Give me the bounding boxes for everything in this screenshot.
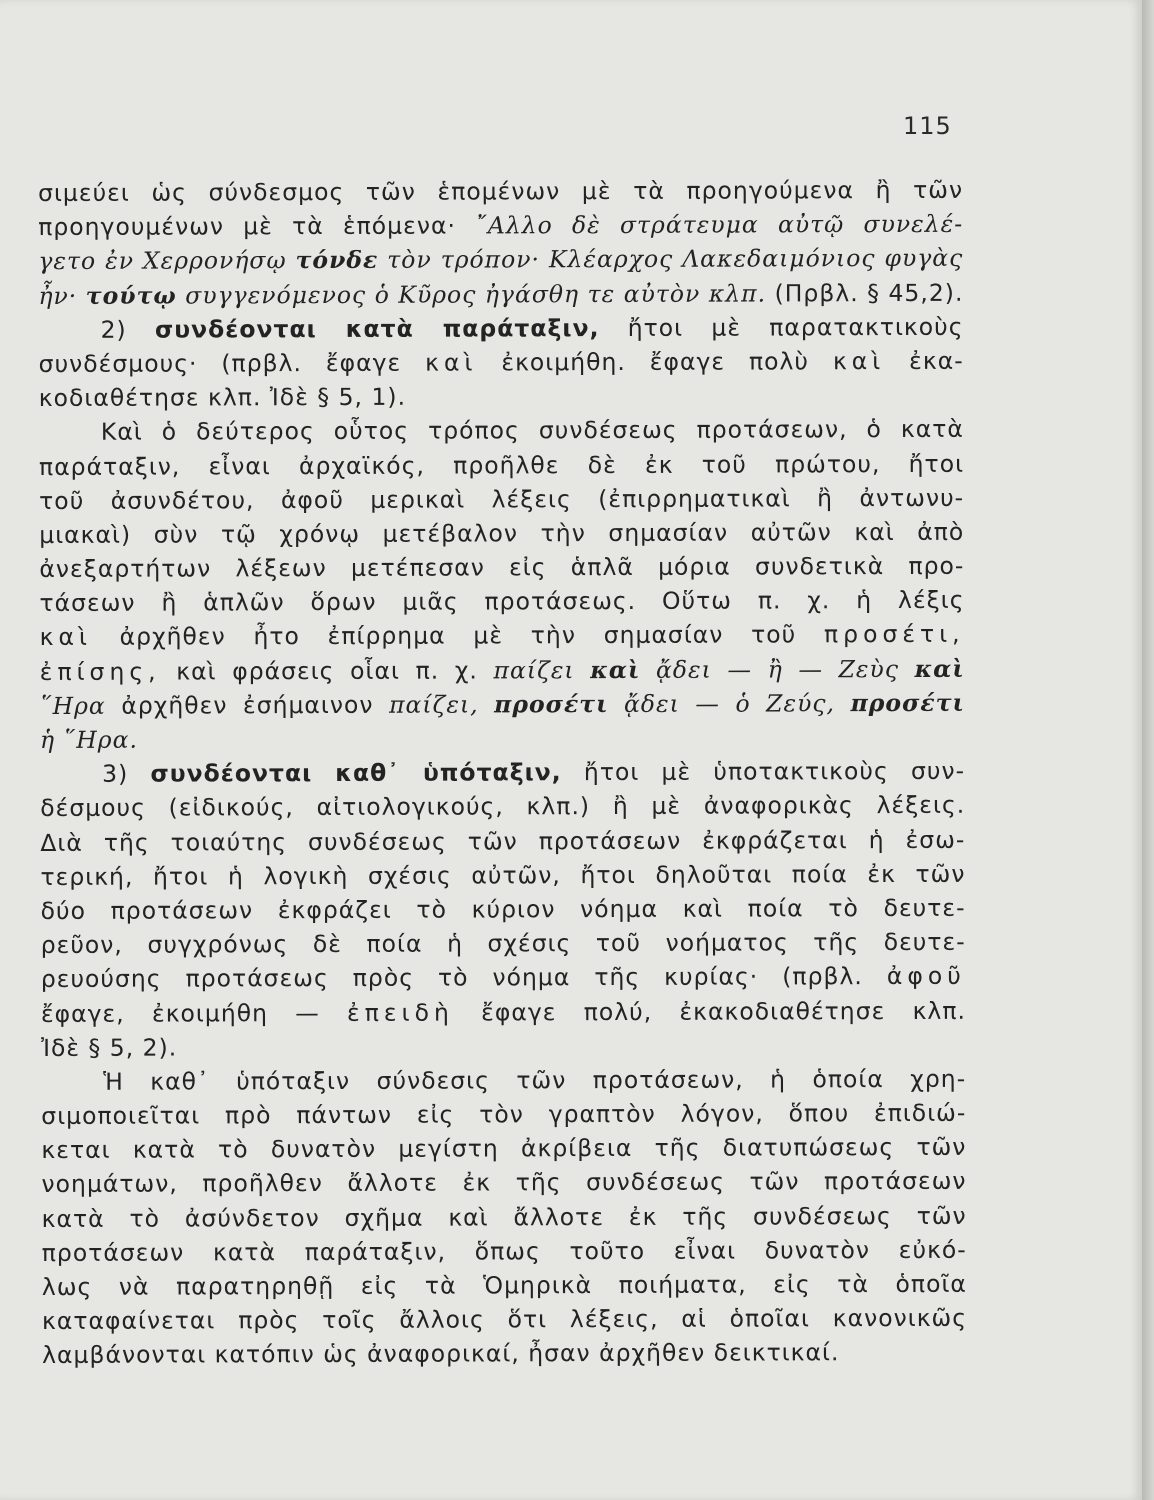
text-line <box>40 651 965 688</box>
text-segment: ᾄδει — ὁ Ζεύς, <box>608 688 851 718</box>
text-segment: ἐπίσης, <box>39 657 161 686</box>
text-line <box>42 1301 967 1338</box>
text-segment: 3) <box>102 759 151 788</box>
text-line <box>39 549 964 586</box>
text-segment: ἔφαγε πολύ, ἐκακοδιαθέτησε κλπ. <box>453 996 966 1027</box>
text-line <box>40 822 965 859</box>
text-segment: τερική, ἤτοι ἡ λογικὴ σχέσις αὐτῶν, ἤτοι δηλοῦται ποία ἐκ τῶν <box>40 859 966 891</box>
text-segment: λαμβάνονται κατόπιν ὡς ἀναφορικαί, ἦσαν ἀρχῆθεν δεικτικαί. <box>42 1338 840 1370</box>
page-body-text <box>38 173 967 1373</box>
text-segment: παράταξιν, εἶναι ἀρχαϊκός, προῆλθε δὲ ἐκ τοῦ πρώτου, ἤτοι <box>38 449 965 481</box>
text-segment: συνδέσμους· (πρβλ. ἔφαγε <box>38 348 426 378</box>
text-segment: ἤτοι μὲ ὑποτακτικοὺς συν- <box>561 756 966 787</box>
text-segment: ρευούσης προτάσεως πρὸς τὸ νόημα τῆς κυρίας· (πρβλ. <box>40 962 887 994</box>
text-line <box>41 1062 966 1099</box>
text-line <box>41 959 966 996</box>
text-segment: τούτῳ <box>85 281 177 310</box>
text-line <box>41 1164 966 1201</box>
text-line <box>38 310 963 347</box>
text-line <box>39 583 964 620</box>
text-line <box>41 1130 966 1167</box>
text-line <box>40 720 965 757</box>
text-segment: τόνδε <box>295 246 379 275</box>
page-edge <box>1142 0 1154 1500</box>
text-segment: παίζει <box>493 655 591 685</box>
text-line <box>39 344 964 381</box>
text-line <box>40 788 965 825</box>
text-segment: καὶ <box>832 346 886 376</box>
text-segment: κοδιαθέτησε κλπ. Ἰδὲ § 5, 1). <box>38 382 407 413</box>
text-segment: δύο προτάσεων ἐκφράζει τὸ κύριον νόημα καὶ ποία τὸ δευτε- <box>40 893 966 925</box>
text-segment: προηγουμένων μὲ τὰ ἑπόμενα· <box>38 211 476 242</box>
text-segment: καὶ <box>39 623 92 652</box>
text-segment: καὶ φράσεις οἷαι π. χ. <box>160 656 494 686</box>
text-segment: σιμεύει ὡς σύνδεσμος τῶν ἑπομένων μὲ τὰ προηγούμενα ἢ τῶν <box>38 175 964 207</box>
text-segment: προτάσεων κατὰ παράταξιν, ὅπως τοῦτο εἶναι δυνατὸν εὐκό- <box>41 1235 967 1267</box>
text-line <box>41 1096 966 1133</box>
text-segment: ἤτοι μὲ παρατακτικοὺς <box>599 312 964 342</box>
text-segment: καὶ <box>590 655 641 684</box>
text-line <box>40 754 965 791</box>
text-segment: Διὰ τῆς τοιαύτης συνδέσεως τῶν προτάσεων ἐκφράζεται ἡ ἐσω- <box>40 825 966 857</box>
text-segment: συγγενόμενος ὁ Κῦρος ἠγάσθη τε αὐτὸν κλπ. <box>176 279 767 310</box>
text-line <box>39 378 964 415</box>
text-segment: προσέτι <box>850 688 965 717</box>
text-segment: νοημάτων, προῆλθεν ἄλλοτε ἐκ τῆς συνδέσεως τῶν προτάσεων <box>41 1167 967 1199</box>
text-line <box>40 617 965 654</box>
text-segment: ἀρχῆθεν ἐσήμαινον <box>105 690 390 720</box>
text-line <box>40 857 965 894</box>
page-number: 115 <box>903 112 952 140</box>
text-segment: τάσεων ἢ ἁπλῶν ὅρων μιᾶς προτάσεως. Οὕτω π. χ. ἡ λέξις <box>39 586 965 618</box>
text-line <box>38 207 963 244</box>
text-segment: καὶ <box>914 654 965 683</box>
text-segment: ἀνεξαρτήτων λέξεων μετέπεσαν εἰς ἁπλᾶ μόρια συνδετικὰ προ- <box>39 551 965 584</box>
text-segment: προσέτι <box>494 689 609 719</box>
text-segment: ἀφοῦ <box>886 962 966 991</box>
text-segment: τοῦ ἀσυνδέτου, ἀφοῦ μερικαὶ λέξεις (ἐπιρρηματικαὶ ἢ ἀντωνυ- <box>39 483 965 515</box>
text-line <box>38 275 963 312</box>
text-segment: γετο ἐν Χερρονήσῳ <box>38 246 296 276</box>
text-segment: Ἡ καθ᾽ ὑπόταξιν σύνδεσις τῶν προτάσεων, ἡ ὁποία χρη- <box>103 1064 967 1096</box>
text-segment: μιακαὶ) σὺν τῷ χρόνῳ μετέβαλον τὴν σημασίαν αὐτῶν καὶ ἀπὸ <box>39 517 965 549</box>
text-segment: κατὰ τὸ ἀσύνδετον σχῆμα καὶ ἄλλοτε ἐκ τῆς συνδέσεως τῶν <box>41 1201 967 1233</box>
text-line <box>41 891 966 928</box>
text-segment: ῞Ηρα <box>39 691 106 720</box>
text-line <box>41 1027 966 1064</box>
text-segment: δέσμους (εἰδικούς, αἰτιολογικούς, κλπ.) ἢ μὲ ἀναφορικὰς λέξεις. <box>40 791 966 823</box>
text-line <box>42 1335 967 1372</box>
text-segment: 2) <box>100 315 155 344</box>
text-segment: Ἰδὲ § 5, 2). <box>40 1033 178 1062</box>
text-segment: (Πρβλ. § 45,2). <box>765 278 964 308</box>
text-segment: ᾄδει — ἢ — Ζεὺς <box>640 654 915 684</box>
text-line <box>39 515 964 552</box>
text-line <box>39 480 964 517</box>
text-segment: ἐκα- <box>885 346 964 375</box>
text-line <box>38 241 963 278</box>
text-segment: ἐκοιμήθη. ἔφαγε πολὺ <box>477 347 833 377</box>
text-line <box>38 173 963 210</box>
text-segment: ἀρχῆθεν ἦτο ἐπίρρημα μὲ τὴν σημασίαν τοῦ <box>91 620 825 652</box>
text-line <box>41 925 966 962</box>
text-line <box>39 446 964 483</box>
text-line <box>39 412 964 449</box>
text-segment: ρεῦον, συγχρόνως δὲ ποία ἡ σχέσις τοῦ νοήματος τῆς δευτε- <box>40 927 966 960</box>
text-line <box>42 1267 967 1304</box>
text-line <box>42 1198 967 1235</box>
text-segment: παίζει, <box>388 690 495 719</box>
text-segment: συνδέονται καθ᾽ ὑπόταξιν, <box>150 758 562 788</box>
text-segment: προσέτι, <box>823 620 965 649</box>
text-segment: σιμοποιεῖται πρὸ πάντων εἰς τὸν γραπτὸν λόγον, ὅπου ἐπιδιώ- <box>41 1098 967 1131</box>
text-segment: ἦν· <box>38 281 86 310</box>
text-segment: λως νὰ παρατηρηθῇ εἰς τὰ Ὁμηρικὰ ποιήματα, εἰς τὰ ὁποῖα <box>41 1269 967 1301</box>
text-segment: ἡ ῞Ηρα. <box>39 725 138 754</box>
text-segment: συνδέονται κατὰ παράταξιν, <box>154 313 600 344</box>
text-line <box>40 686 965 723</box>
text-line <box>42 1233 967 1270</box>
text-segment: ἔφαγε, ἐκοιμήθη — <box>40 998 348 1028</box>
text-segment: ῎Αλλο δὲ στράτευμα αὐτῷ συνελέ- <box>475 209 964 240</box>
text-line <box>41 993 966 1030</box>
text-segment: Καὶ ὁ δεύτερος οὗτος τρόπος συνδέσεως προτάσεων, ὁ κατὰ <box>100 415 964 447</box>
text-segment: καὶ <box>425 348 478 377</box>
text-segment: καταφαίνεται πρὸς τοῖς ἄλλοις ὅτι λέξεις, αἱ ὁποῖαι κανονικῶς <box>41 1303 968 1336</box>
text-segment: κεται κατὰ τὸ δυνατὸν μεγίστη ἀκρίβεια τῆς διατυπώσεως τῶν <box>41 1133 967 1165</box>
text-segment: ἐπειδὴ <box>346 998 454 1027</box>
text-segment: τὸν τρόπον· Κλέαρχος Λακεδαιμόνιος φυγὰς <box>378 244 964 275</box>
